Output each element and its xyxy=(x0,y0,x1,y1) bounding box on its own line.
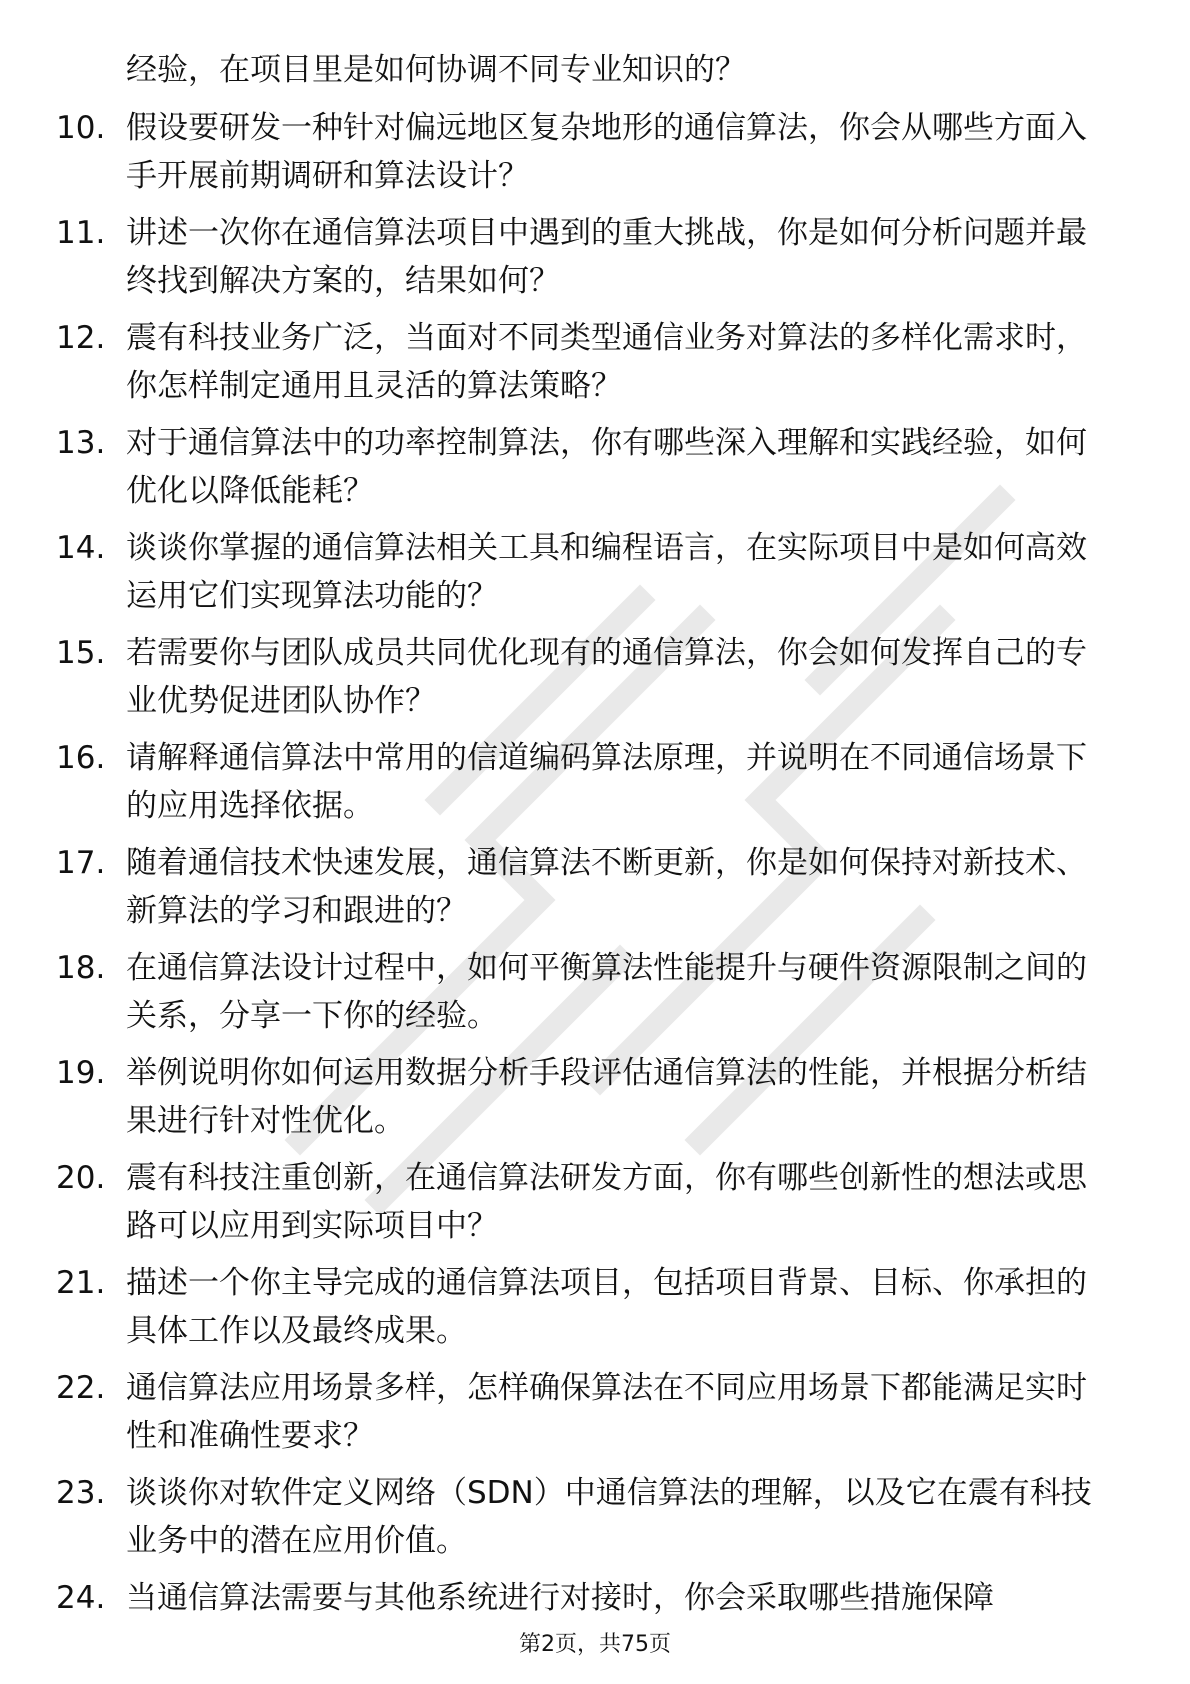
item-text: 在通信算法设计过程中，如何平衡算法性能提升与硬件资源限制之间的关系，分享一下你的经验。 xyxy=(126,950,1087,1034)
item-number: 15. xyxy=(56,635,106,671)
item-text: 描述一个你主导完成的通信算法项目，包括项目背景、目标、你承担的具体工作以及最终成果。 xyxy=(126,1265,1087,1349)
item-number: 14. xyxy=(56,530,106,566)
list-item xyxy=(56,629,1116,725)
item-text: 若需要你与团队成员共同优化现有的通信算法，你会如何发挥自己的专业优势促进团队协作？ xyxy=(126,635,1087,719)
list-item xyxy=(56,1259,1116,1355)
item-text: 讲述一次你在通信算法项目中遇到的重大挑战，你是如何分析问题并最终找到解决方案的，结果如何？ xyxy=(126,215,1087,299)
list-item xyxy=(56,209,1116,305)
item-text: 谈谈你对软件定义网络（SDN）中通信算法的理解，以及它在震有科技业务中的潜在应用价值。 xyxy=(126,1475,1092,1559)
page-number-label: 第2页，共75页 xyxy=(519,1632,671,1657)
list-item xyxy=(56,1049,1116,1145)
list-item xyxy=(56,419,1116,515)
list-item xyxy=(56,1469,1116,1565)
list-item xyxy=(56,104,1116,200)
list-item xyxy=(56,46,1116,94)
item-text: 谈谈你掌握的通信算法相关工具和编程语言，在实际项目中是如何高效运用它们实现算法功能的？ xyxy=(126,530,1087,614)
item-text: 震有科技业务广泛，当面对不同类型通信业务对算法的多样化需求时，你怎样制定通用且灵活的算法策略？ xyxy=(126,320,1087,404)
page-footer xyxy=(0,1630,1190,1660)
item-number: 18. xyxy=(56,950,106,986)
list-item xyxy=(56,1574,1116,1622)
item-text: 对于通信算法中的功率控制算法，你有哪些深入理解和实践经验，如何优化以降低能耗？ xyxy=(126,425,1087,509)
item-number: 11. xyxy=(56,215,106,251)
item-number: 16. xyxy=(56,740,106,776)
question-list xyxy=(56,46,1116,1631)
item-number: 24. xyxy=(56,1580,106,1616)
list-item xyxy=(56,524,1116,620)
item-number: 13. xyxy=(56,425,106,461)
item-number: 23. xyxy=(56,1475,106,1511)
item-number: 20. xyxy=(56,1160,106,1196)
item-number: 12. xyxy=(56,320,106,356)
item-text: 假设要研发一种针对偏远地区复杂地形的通信算法，你会从哪些方面入手开展前期调研和算法设计？ xyxy=(126,110,1087,194)
list-item xyxy=(56,314,1116,410)
list-item xyxy=(56,1364,1116,1460)
item-number: 17. xyxy=(56,845,106,881)
item-number: 22. xyxy=(56,1370,106,1406)
list-item xyxy=(56,1154,1116,1250)
list-item xyxy=(56,944,1116,1040)
list-item xyxy=(56,734,1116,830)
item-text: 通信算法应用场景多样，怎样确保算法在不同应用场景下都能满足实时性和准确性要求？ xyxy=(126,1370,1087,1454)
item-text: 当通信算法需要与其他系统进行对接时，你会采取哪些措施保障 xyxy=(126,1580,994,1616)
item-text: 震有科技注重创新，在通信算法研发方面，你有哪些创新性的想法或思路可以应用到实际项目中？ xyxy=(126,1160,1087,1244)
item-number: 21. xyxy=(56,1265,106,1301)
item-number: 10. xyxy=(56,110,106,146)
item-text: 请解释通信算法中常用的信道编码算法原理，并说明在不同通信场景下的应用选择依据。 xyxy=(126,740,1087,824)
list-item xyxy=(56,839,1116,935)
item-text: 举例说明你如何运用数据分析手段评估通信算法的性能，并根据分析结果进行针对性优化。 xyxy=(126,1055,1087,1139)
item-number: 19. xyxy=(56,1055,106,1091)
item-text: 经验，在项目里是如何协调不同专业知识的？ xyxy=(126,52,746,88)
item-text: 随着通信技术快速发展，通信算法不断更新，你是如何保持对新技术、新算法的学习和跟进的？ xyxy=(126,845,1087,929)
